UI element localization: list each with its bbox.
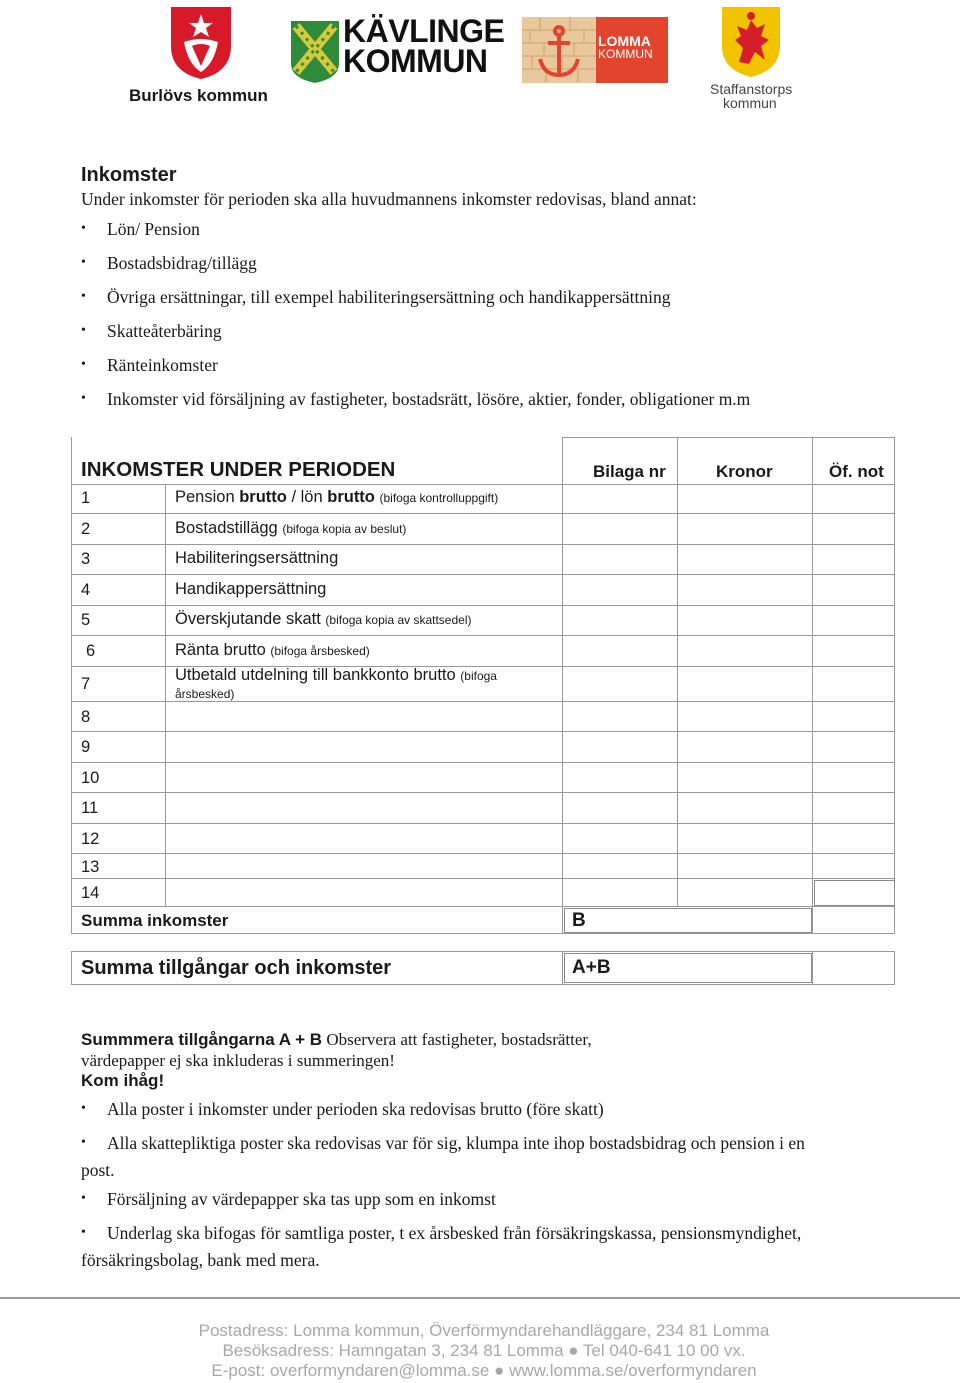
sum-total-letter: A+B [572, 957, 611, 978]
staffanstorp-wordmark: Staffanstorps kommun [710, 81, 793, 111]
remember-bullet: • Alla poster i inkomster under perioden ska redovisas brutto (före skatt) [81, 1099, 604, 1119]
row-number: 6 [86, 642, 96, 660]
footer-postal: Postadress: Lomma kommun, Överförmyndarehandläggare, 234 81 Lomma [198, 1321, 770, 1340]
income-bullet: • Skatteåterbäring [81, 321, 222, 341]
remember-bullet: • Försäljning av värdepapper ska tas upp som en inkomst [81, 1189, 496, 1209]
sum-income-label: Summa inkomster [81, 911, 229, 930]
row-label: Habiliteringsersättning [175, 549, 339, 567]
row-number: 2 [81, 520, 91, 538]
remember-bullet: • Alla skattepliktiga poster ska redovisas var för sig, klumpa inte ihop bostadsbidrag och pension i en [81, 1133, 805, 1153]
col-header-ofnot: Öf. not [829, 462, 884, 481]
row-number: 11 [81, 799, 99, 817]
footer-email: E-post: overformyndaren@lomma.se ● www.lomma.se/overformyndaren [211, 1361, 757, 1380]
row-label: Ränta brutto (bifoga årsbesked) [175, 641, 370, 659]
income-bullet: • Bostadsbidrag/tillägg [81, 253, 257, 273]
kavlinge-wordmark: KÄVLINGE KOMMUN [343, 13, 505, 79]
row-label: Pension brutto / lön brutto (bifoga kontrolluppgift) [175, 488, 499, 506]
row-number: 5 [81, 611, 91, 629]
footer-visit: Besöksadress: Hamngatan 3, 234 81 Lomma ● Tel 040-641 10 00 vx. [222, 1341, 746, 1360]
summary-note: Summmera tillgångarna A + B Observera att fastigheter, bostadsrätter, [81, 1030, 592, 1049]
burlov-shield-icon [170, 6, 232, 80]
income-bullet: • Lön/ Pension [81, 219, 200, 239]
burlov-label: Burlövs kommun [129, 86, 268, 105]
section-heading: Inkomster [81, 164, 177, 186]
row-number: 9 [81, 738, 91, 756]
row-label: Handikappersättning [175, 580, 327, 598]
col-header-kronor: Kronor [716, 462, 773, 481]
row-number: 4 [81, 581, 91, 599]
row-number: 13 [81, 858, 100, 876]
row-number: 7 [81, 675, 91, 693]
remember-bullet-continuation: post. [81, 1160, 115, 1180]
row-number: 14 [81, 884, 100, 902]
row-number: 10 [81, 769, 100, 787]
row-number: 12 [81, 830, 100, 848]
sum-total-label: Summa tillgångar och inkomster [81, 957, 392, 979]
row-label: Bostadstillägg (bifoga kopia av beslut) [175, 519, 407, 537]
lomma-wordmark: LOMMA [598, 33, 651, 49]
row-label: Utbetald utdelning till bankkonto brutto (bifoga årsbesked) [175, 666, 497, 701]
row-number: 3 [81, 550, 91, 568]
col-header-bilaga: Bilaga nr [593, 462, 666, 481]
staffanstorp-lion-icon [721, 6, 781, 78]
kavlinge-shield-icon [290, 20, 340, 84]
intro-text: Under inkomster för perioden ska alla huvudmannens inkomster redovisas, bland annat: [81, 189, 697, 209]
remember-bullet: • Underlag ska bifogas för samtliga poster, t ex årsbesked från försäkringskassa, pensionsmyndighet, [81, 1223, 802, 1243]
row-number: 1 [81, 489, 91, 507]
income-bullet: • Övriga ersättningar, till exempel habiliteringsersättning och handikappersättning [81, 287, 671, 307]
table-title: INKOMSTER UNDER PERIODEN [81, 458, 396, 481]
summary-note-line2: värdepapper ej ska inkluderas i summeringen! [81, 1051, 395, 1070]
footer-rule [0, 1297, 960, 1299]
income-bullet: • Ränteinkomster [81, 355, 218, 375]
remember-heading: Kom ihåg! [81, 1071, 165, 1090]
sum-income-letter: B [572, 910, 586, 931]
remember-bullet-continuation: försäkringsbolag, bank med mera. [81, 1250, 320, 1270]
income-bullet: • Inkomster vid försäljning av fastigheter, bostadsrätt, lösöre, aktier, fonder, obligationer m.m [81, 389, 751, 409]
lomma-sub: KOMMUN [598, 47, 653, 61]
row-number: 8 [81, 708, 91, 726]
row-label: Överskjutande skatt (bifoga kopia av skattsedel) [175, 610, 472, 628]
